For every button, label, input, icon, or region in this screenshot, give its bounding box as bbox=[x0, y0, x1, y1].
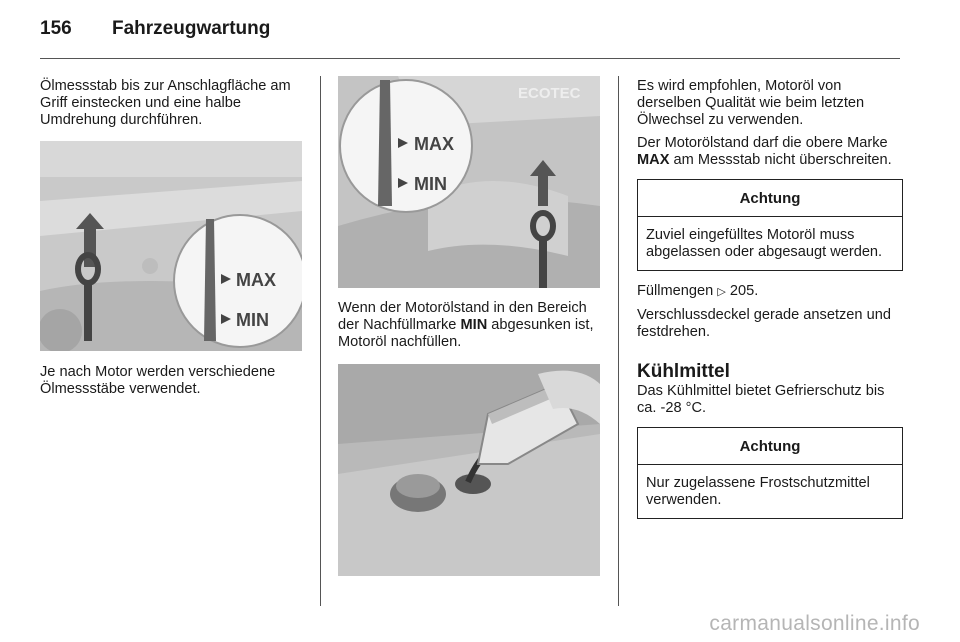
coolant-paragraph: Das Kühlmittel bietet Gefrierschutz bis ca. -28 °C. bbox=[637, 383, 885, 416]
max-text-2: am Messstab nicht überschreiten. bbox=[669, 152, 892, 168]
engine-cover-text: ECOTEC bbox=[518, 85, 581, 102]
refill-min-mark: MIN bbox=[460, 317, 488, 333]
page-number: 156 bbox=[40, 18, 72, 39]
warning-title-oil: Achtung bbox=[638, 180, 902, 217]
dipstick-min-label: MIN bbox=[236, 310, 269, 330]
oil-quality-paragraph: Es wird empfohlen, Motoröl von derselben Qualität wie beim letzten Ölwechsel zu verwenden. bbox=[637, 78, 865, 128]
max-mark: MAX bbox=[637, 152, 670, 168]
max-mark-paragraph bbox=[637, 135, 903, 169]
warning-body-oil: Zuviel eingefülltes Motoröl muss abgelassen oder abgesaugt werden. bbox=[646, 227, 883, 260]
fill-quantities-paragraph bbox=[637, 283, 903, 301]
page-title: Fahrzeugwartung bbox=[112, 18, 271, 39]
dipstick-insert-paragraph: Ölmessstab bis zur Anschlagfläche am Griff einstecken und eine halbe Umdrehung durchführen. bbox=[40, 78, 291, 128]
refill-paragraph bbox=[338, 300, 600, 351]
max-text-1: Der Motorölstand darf die obere Marke bbox=[637, 135, 888, 151]
page-ref-arrow-icon: ▷ bbox=[717, 286, 726, 298]
fill-quantities-text: Füllmengen bbox=[637, 283, 714, 299]
dipstick-max-label: MAX bbox=[236, 270, 276, 290]
column-3 bbox=[637, 78, 903, 519]
warning-box-coolant bbox=[637, 427, 903, 519]
engine-dipstick-illustration bbox=[338, 76, 600, 288]
oil-filling-illustration bbox=[338, 364, 600, 576]
warning-body-coolant: Nur zugelassene Frostschutzmittel verwenden. bbox=[646, 475, 870, 508]
column-divider-2 bbox=[618, 76, 619, 606]
engine-max-label: MAX bbox=[414, 134, 454, 154]
engine-min-label: MIN bbox=[414, 174, 447, 194]
column-divider-1 bbox=[320, 76, 321, 606]
section-title-coolant: Kühlmittel bbox=[637, 361, 730, 382]
fill-quantities-link[interactable]: 205. bbox=[729, 283, 759, 299]
header-rule bbox=[40, 58, 900, 59]
refill-text-1: Wenn der Motorölstand in den Bereich der Nachfüllmarke bbox=[338, 300, 587, 333]
dipstick-variants-paragraph: Je nach Motor werden verschiedene Ölmessstäbe verwendet. bbox=[40, 364, 276, 397]
refill-text-2: abgesunken ist, Motoröl nachfüllen. bbox=[338, 317, 594, 350]
watermark: carmanualsonline.info bbox=[709, 612, 920, 635]
warning-title-coolant: Achtung bbox=[638, 428, 902, 465]
column-2 bbox=[338, 300, 600, 351]
dipstick-illustration bbox=[40, 141, 302, 351]
page-header bbox=[40, 18, 270, 40]
warning-box-oil bbox=[637, 179, 903, 271]
cap-paragraph: Verschlussdeckel gerade ansetzen und festdrehen. bbox=[637, 307, 891, 340]
